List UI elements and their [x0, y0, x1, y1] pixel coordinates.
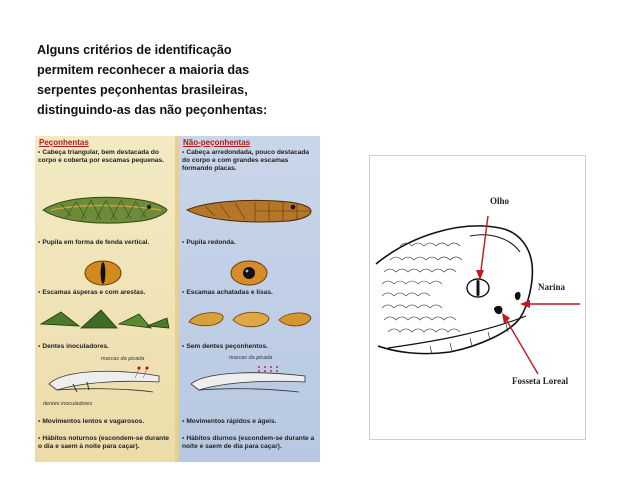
venomous-item-fangs	[38, 343, 172, 351]
bullet-icon: •	[38, 418, 41, 425]
venomous-item-pupil	[38, 239, 172, 247]
non-venomous-skull-image	[185, 362, 313, 400]
non-venomous-item-teeth	[182, 343, 317, 351]
label-fosseta-loreal: Fosseta Loreal	[512, 376, 569, 386]
bullet-icon: •	[182, 435, 185, 442]
venomous-heading: Peçonhentas	[39, 138, 89, 147]
venomous-column	[35, 136, 175, 462]
bullet-icon: •	[182, 343, 185, 350]
intro-line: distinguindo-as das não peçonhentas:	[37, 103, 268, 117]
non-venomous-item-movement	[182, 418, 317, 426]
pit-viper-diagram	[369, 155, 586, 440]
round-pupil-eye-image	[229, 260, 269, 286]
bullet-icon: •	[182, 418, 185, 425]
intro-line: Alguns critérios de identificação	[37, 43, 232, 57]
non-venomous-item-habits	[182, 435, 317, 451]
item-text: Cabeça triangular, bem destacada do corpo e coberta por escamas pequenas.	[38, 149, 165, 164]
bite-marks-label: marcas da picada	[101, 356, 145, 362]
item-text: Hábitos noturnos (escondem-se durante o dia e saem à noite para caçar).	[38, 435, 170, 450]
item-text: Hábitos diurnos (escondem-se durante a noite e saem de dia para caçar).	[182, 435, 315, 450]
bullet-icon: •	[38, 239, 41, 246]
bullet-icon: •	[182, 289, 185, 296]
intro-line: permitem reconhecer a maioria das	[37, 63, 250, 77]
label-olho: Olho	[490, 196, 510, 206]
non-venomous-item-scales	[182, 289, 317, 297]
label-narina: Narina	[538, 282, 565, 292]
item-text: Escamas achatadas e lisas.	[186, 289, 273, 296]
triangular-head-image	[41, 192, 169, 228]
non-venomous-item-head	[182, 149, 317, 173]
item-text: Cabeça arredondada, pouco destacada do corpo e com grandes escamas formando placas.	[182, 149, 310, 172]
snake-head-drawing	[370, 156, 585, 439]
fangs-label: dentes inoculadores	[43, 401, 93, 407]
bullet-icon: •	[182, 239, 185, 246]
smooth-scales-image	[185, 308, 315, 332]
venomous-item-habits	[38, 435, 172, 451]
bullet-icon: •	[38, 435, 41, 442]
non-venomous-heading: Não-peçonhentas	[183, 138, 251, 147]
bullet-icon: •	[182, 149, 185, 156]
bullet-icon: •	[38, 343, 41, 350]
item-text: Dentes inoculadores.	[42, 343, 110, 350]
bite-marks-label: marcas da picada	[229, 355, 273, 361]
rounded-head-image	[185, 192, 313, 228]
non-venomous-item-pupil	[182, 239, 317, 247]
venomous-item-movement	[38, 418, 172, 426]
item-text: Pupila redonda.	[186, 239, 236, 246]
venomous-item-scales	[38, 289, 172, 297]
bullet-icon: •	[38, 149, 41, 156]
bullet-icon: •	[38, 289, 41, 296]
slit-pupil-eye-image	[83, 260, 123, 286]
venomous-skull-image	[43, 362, 167, 400]
item-text: Sem dentes peçonhentos.	[186, 343, 269, 350]
item-text: Movimentos lentos e vagarosos.	[42, 418, 145, 425]
comparison-table	[35, 136, 320, 462]
non-venomous-column	[179, 136, 320, 462]
item-text: Movimentos rápidos e ágeis.	[186, 418, 277, 425]
keeled-scales-image	[39, 308, 171, 332]
venomous-item-head	[38, 149, 172, 165]
item-text: Pupila em forma de fenda vertical.	[42, 239, 150, 246]
intro-text	[37, 40, 327, 120]
item-text: Escamas ásperas e com arestas.	[42, 289, 146, 296]
intro-line: serpentes peçonhentas brasileiras,	[37, 83, 248, 97]
